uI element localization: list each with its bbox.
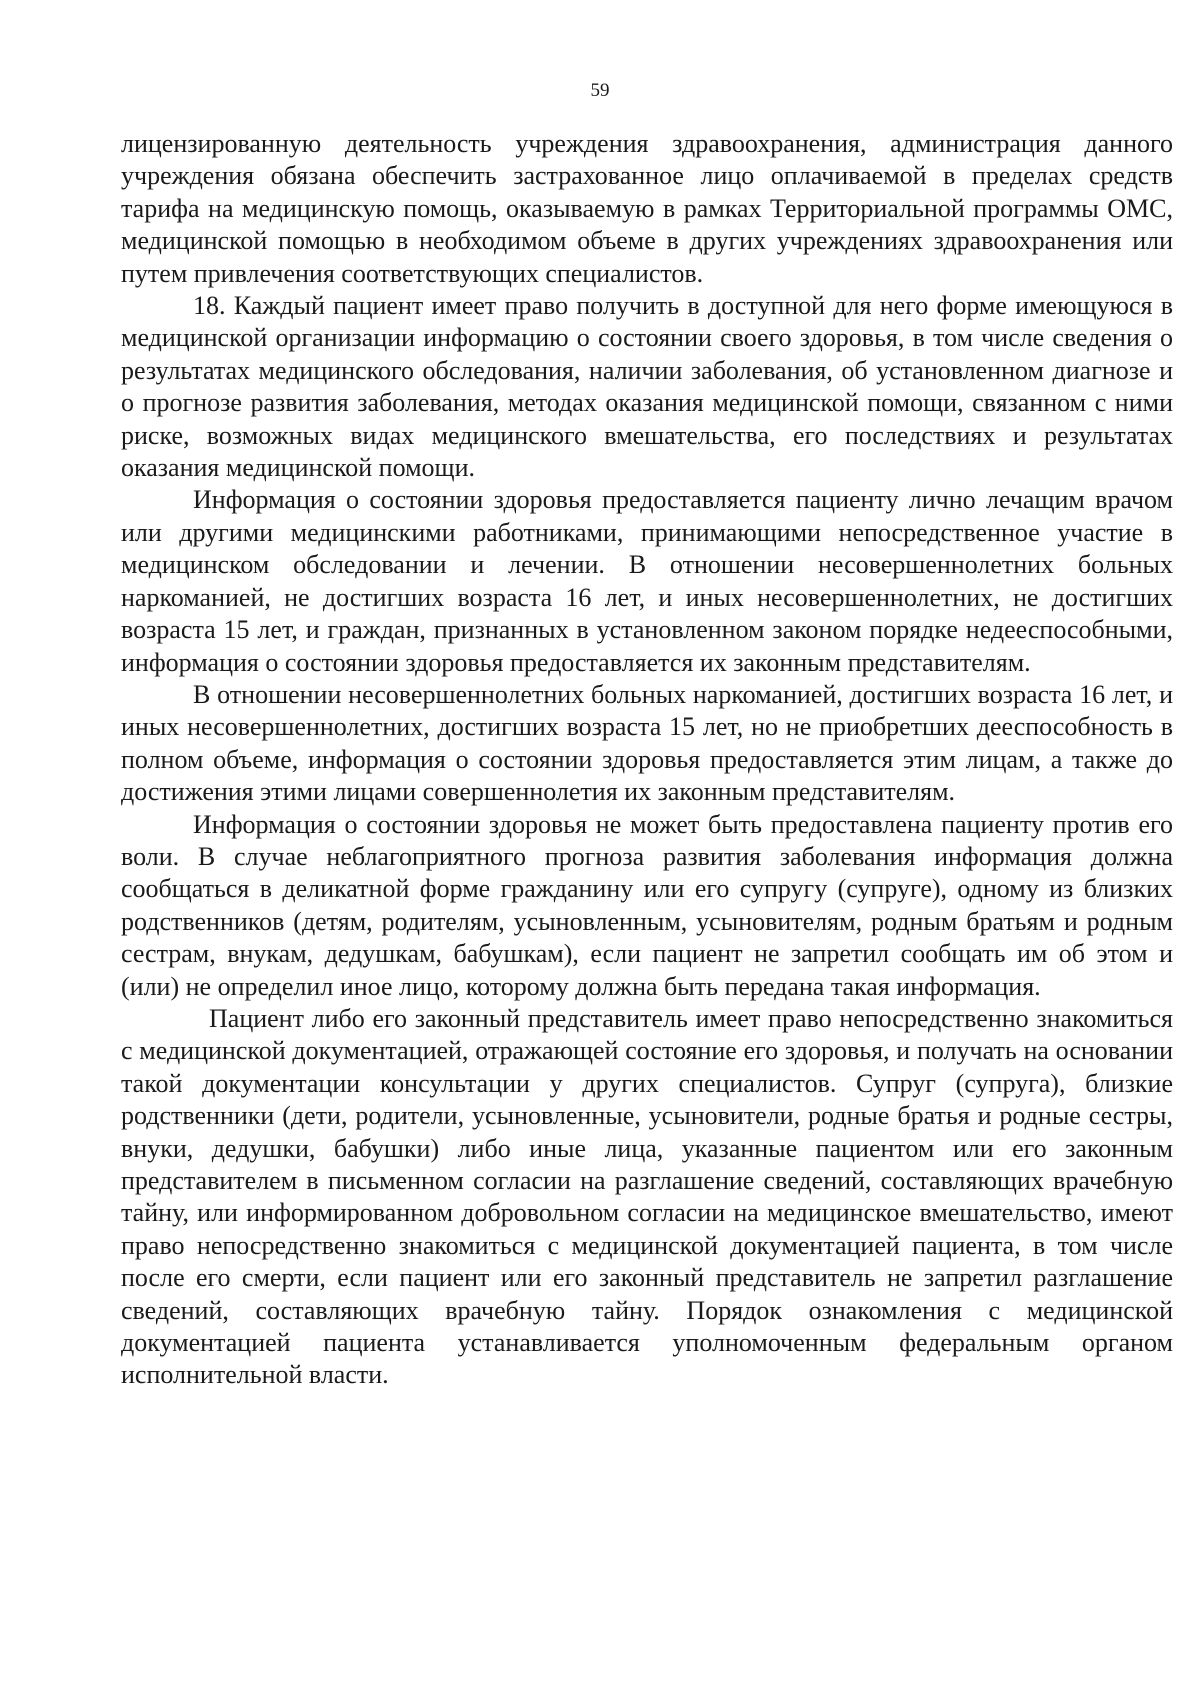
document-body	[121, 128, 1173, 1392]
paragraph-minors-16-15: В отношении несовершеннолетних больных наркоманией, достигших возраста 16 лет, и иных несовершеннолетних, достигших возраста 15 лет, но не приобретших дееспособность в полном объеме, информация о состоянии здоровья предоставляется этим лицам, а также до достижения этими лицами совершеннолетия их законным представителям.	[121, 679, 1173, 807]
paragraph-against-will: Информация о состоянии здоровья не может быть предоставлена пациенту против его воли. В случае неблагоприятного прогноза развития заболевания информация должна сообщаться в деликатной форме гражданину или его супругу (супруге), одному из близких родственников (детям, родителям, усыновленным, усыновителям, родным братьям и родным сестрам, внукам, дедушкам, бабушкам), если пациент не запретил сообщать им об этом и (или) не определил иное лицо, которому должна быть передана такая информация.	[121, 809, 1173, 1001]
paragraph-item-18: 18. Каждый пациент имеет право получить в доступной для него форме имеющуюся в медицинской организации информацию о состоянии своего здоровья, в том числе сведения о результатах медицинского обследования, наличии заболевания, об установленном диагнозе и о прогнозе развития заболевания, методах оказания медицинской помощи, связанном с ними риске, возможных видах медицинского вмешательства, его последствиях и результатах оказания медицинской помощи.	[121, 291, 1173, 483]
page-number: 59	[590, 80, 610, 101]
paragraph-continuation: лицензированную деятельность учреждения здравоохранения, администрация данного учреждения обязана обеспечить застрахованное лицо оплачиваемой в пределах средств тарифа на медицинскую помощь, оказываемую в рамках Территориальной программы ОМС, медицинской помощью в необходимом объеме в других учреждениях здравоохранения или путем привлечения соответствующих специалистов.	[121, 129, 1173, 288]
paragraph-medical-records-access: Пациент либо его законный представитель имеет право непосредственно знакомиться с медицинской документацией, отражающей состояние его здоровья, и получать на основании такой документации консультации у других специалистов. Супруг (супруга), близкие родственники (дети, родители, усыновленные, усыновители, родные братья и родные сестры, внуки, дедушки, бабушки) либо иные лица, указанные пациентом или его законным представителем в письменном согласии на разглашение сведений, составляющих врачебную тайну, или информированном добровольном согласии на медицинское вмешательство, имеют право непосредственно знакомиться с медицинской документацией пациента, в том числе после его смерти, если пациент или его законный представитель не запретил разглашение сведений, составляющих врачебную тайну. Порядок ознакомления с медицинской документацией пациента устанавливается уполномоченным федеральным органом исполнительной власти.	[121, 1003, 1173, 1390]
paragraph-health-info-provision: Информация о состоянии здоровья предоставляется пациенту лично лечащим врачом или другими медицинскими работниками, принимающими непосредственное участие в медицинском обследовании и лечении. В отношении несовершеннолетних больных наркоманией, не достигших возраста 16 лет, и иных несовершеннолетних, не достигших возраста 15 лет, и граждан, признанных в установленном законом порядке недееспособными, информация о состоянии здоровья предоставляется их законным представителям.	[121, 485, 1173, 677]
